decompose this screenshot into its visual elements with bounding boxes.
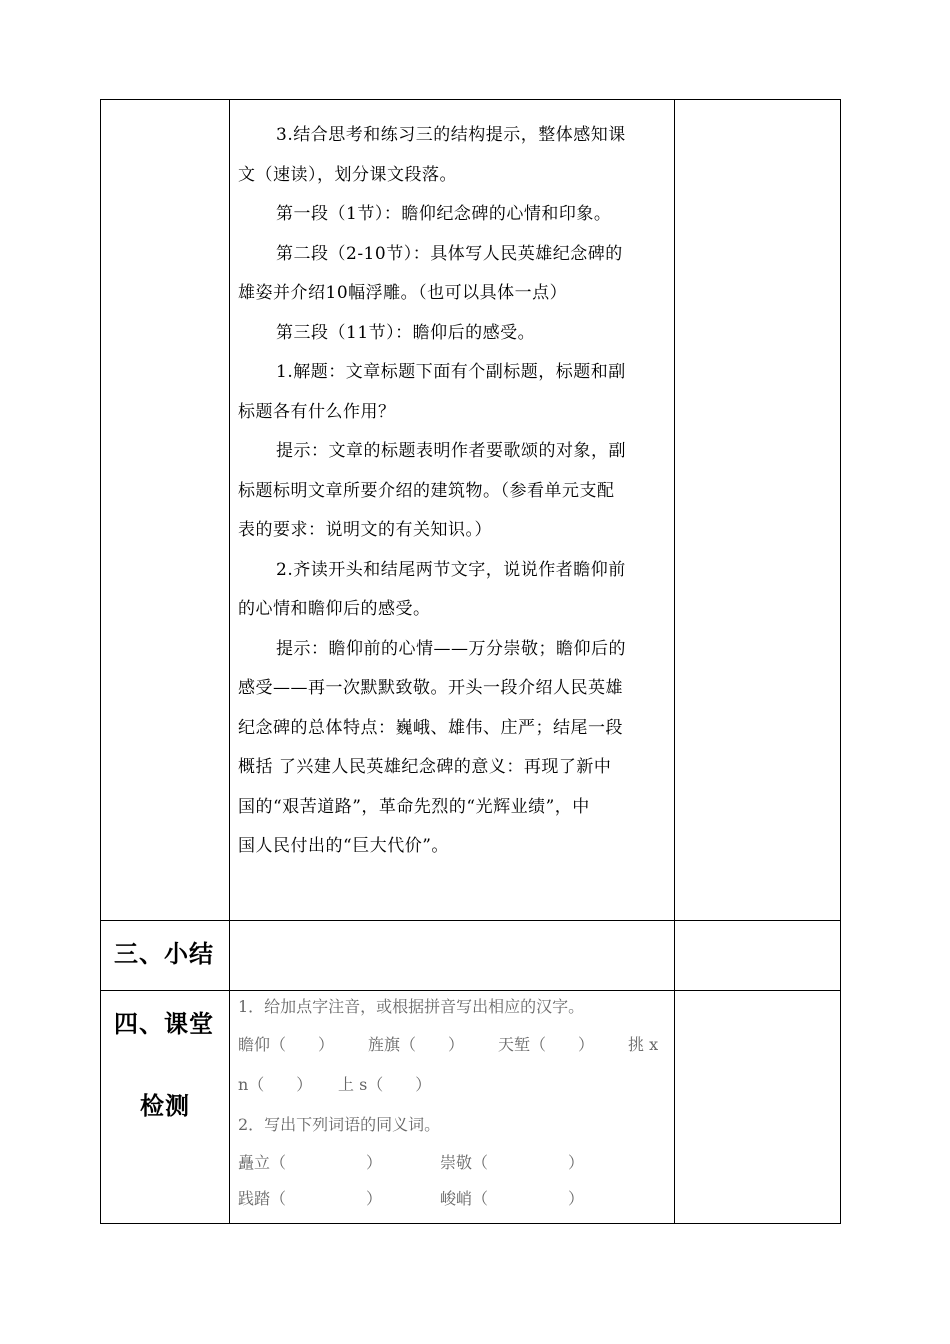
- test-heading-line2: 检测: [140, 1092, 190, 1120]
- lesson-paragraph-line: 纪念碑的总体特点：巍峨、雄伟、庄严；结尾一段: [238, 717, 623, 738]
- lesson-paragraph-line: 1.解题：文章标题下面有个副标题，标题和副: [276, 362, 626, 382]
- table-divider-row1: [100, 920, 841, 921]
- lesson-paragraph-line: 国的“艰苦道路”，革命先烈的“光辉业绩”，中: [238, 796, 590, 817]
- lesson-paragraph-line: 感受——再一次默默致敬。开头一段介绍人民英雄: [238, 678, 623, 698]
- table-column-divider-2: [674, 99, 675, 1224]
- test-content-cell: [238, 992, 668, 1220]
- q1-item: n（ ）: [238, 1075, 313, 1094]
- lesson-paragraph-line: 标题各有什么作用？: [238, 401, 396, 422]
- table-border-top: [100, 99, 841, 100]
- q2-item: 践踏（ ）: [238, 1189, 383, 1208]
- lesson-paragraph-line: 的心情和瞻仰后的感受。: [238, 599, 431, 619]
- lesson-paragraph-line: 雄姿并介绍10幅浮雕。（也可以具体一点）: [238, 283, 568, 303]
- test-question-2: 2．写出下列词语的同义词。: [238, 1115, 441, 1134]
- lesson-paragraph-line: 文（速读），划分课文段落。: [238, 164, 457, 185]
- q2-item: 崇敬（ ）: [440, 1153, 585, 1172]
- table-divider-row2: [100, 990, 841, 991]
- lesson-paragraph-line: 3.结合思考和练习三的结构提示，整体感知课: [276, 125, 626, 145]
- lesson-paragraph-line: 提示：文章的标题表明作者要歌颂的对象，副: [276, 441, 626, 461]
- lesson-paragraph-line: 概括 了兴建人民英雄纪念碑的意义：再现了新中: [238, 757, 612, 777]
- q1-item: 天堑（ ）: [498, 1035, 595, 1054]
- table-border-bottom: [100, 1223, 841, 1224]
- test-heading-line1: 四、课堂: [114, 1010, 214, 1038]
- lesson-paragraph-line: 表的要求：说明文的有关知识。）: [238, 520, 492, 540]
- q1-item: 上 s（ ）: [338, 1075, 432, 1094]
- lesson-paragraph-line: 提示：瞻仰前的心情——万分崇敬；瞻仰后的: [276, 638, 626, 659]
- q1-item: 挑 x: [628, 1035, 659, 1054]
- q1-item: 瞻仰（ ）: [238, 1035, 335, 1054]
- lesson-paragraph-line: 2.齐读开头和结尾两节文字，说说作者瞻仰前: [276, 559, 626, 580]
- table-border-right: [840, 99, 841, 1224]
- q2-item: 矗立（ ）: [238, 1153, 383, 1172]
- summary-heading: 三、小结: [114, 940, 214, 968]
- table-column-divider-1: [229, 99, 230, 1224]
- lesson-paragraph-line: 第三段（11节）：瞻仰后的感受。: [276, 322, 536, 343]
- lesson-paragraph-line: 国人民付出的“巨大代价”。: [238, 836, 449, 856]
- lesson-paragraph-line: 标题标明文章所要介绍的建筑物。（参看单元支配: [238, 480, 615, 501]
- lesson-content-cell: [238, 120, 668, 910]
- lesson-paragraph-line: 第二段（2-10节）：具体写人民英雄纪念碑的: [276, 243, 623, 264]
- lesson-paragraph-line: 第一段（1节）：瞻仰纪念碑的心情和印象。: [276, 204, 612, 224]
- test-question-1: 1．给加点字注音，或根据拼音写出相应的汉字。: [238, 997, 585, 1016]
- table-border-left: [100, 99, 101, 1224]
- q2-item: 峻峭（ ）: [440, 1189, 585, 1208]
- q1-item: 旌旗（ ）: [368, 1035, 465, 1054]
